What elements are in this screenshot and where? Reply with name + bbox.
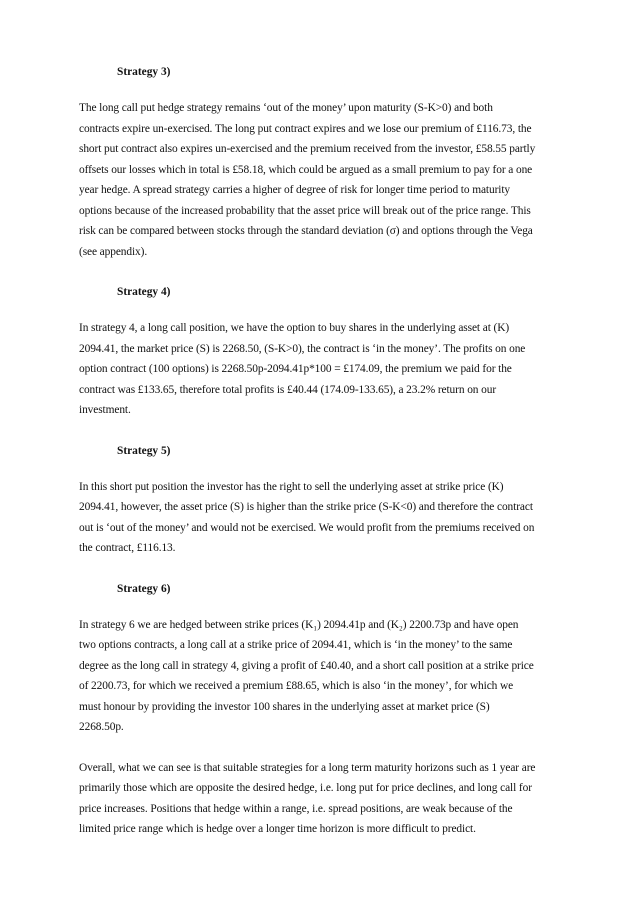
- paragraph-line: option contract (100 options) is 2268.50p-2094.41p*100 = £174.09, the premium we paid for the: [79, 363, 512, 375]
- paragraph-line: the contract, £116.13.: [79, 542, 176, 554]
- section-paragraph: [79, 98, 561, 262]
- paragraph-line: 2268.50p.: [79, 721, 124, 733]
- paragraph-line: year hedge. A spread strategy carries a higher of degree of risk for longer time period to maturity: [79, 184, 511, 196]
- section-paragraph: [79, 615, 561, 738]
- paragraph-line: short put contract also expires un-exercised and the premium received from the investor, £58.55 partly: [79, 143, 536, 155]
- section-conclusion: [79, 758, 561, 840]
- section-strategy-4: [79, 282, 561, 441]
- section-heading: Strategy 5): [117, 444, 171, 457]
- paragraph-line: In strategy 6 we are hedged between strike prices (K₁) 2094.41p and (K₂) 2200.73p and have open: [79, 618, 519, 631]
- paragraph-line: out is ‘out of the money’ and would not be exercised. We would profit from the premiums received on: [79, 521, 535, 534]
- paragraph-line: limited price range which is hedge over a longer time horizon is more difficult to predict.: [79, 823, 476, 835]
- paragraph-line: two options contracts, a long call at a strike price of 2094.41, which is ‘in the money’ to the same: [79, 639, 513, 651]
- section-strategy-3: [79, 62, 561, 282]
- conclusion-paragraph: [79, 758, 561, 840]
- document-page: [79, 62, 561, 840]
- paragraph-line: (see appendix).: [79, 245, 148, 258]
- paragraph-line: degree as the long call in strategy 4, giving a profit of £40.40, and a short call position at a strike price: [79, 659, 534, 672]
- paragraph-line: price increases. Positions that hedge within a range, i.e. spread positions, are weak because of the: [79, 802, 513, 815]
- paragraph-line: Overall, what we can see is that suitable strategies for a long term maturity horizons such as 1 year are: [79, 761, 536, 774]
- section-strategy-5: [79, 441, 561, 579]
- section-paragraph: [79, 318, 561, 421]
- paragraph-line: must honour by providing the investor 100 shares in the underlying asset at market price (S): [79, 700, 490, 713]
- paragraph-line: options because of the increased probability that the asset price will break out of the price range. This: [79, 204, 531, 217]
- section-heading: Strategy 3): [117, 66, 171, 78]
- paragraph-line: offsets our losses which in total is £58.18, which could be argued as a small premium to pay for a one: [79, 163, 533, 176]
- paragraph-line: contract was £133.65, therefore total profits is £40.44 (174.09-133.65), a 23.2% return on our: [79, 383, 497, 396]
- paragraph-line: In strategy 4, a long call position, we have the option to buy shares in the underlying asset at (K): [79, 322, 510, 334]
- paragraph-line: investment.: [79, 404, 131, 416]
- paragraph-line: contracts expire un-exercised. The long put contract expires and we lose our premium of £116.73, the: [79, 122, 532, 135]
- paragraph-line: of 2200.73, for which we received a premium £88.65, which is also ‘in the money’, for which we: [79, 680, 514, 692]
- paragraph-line: primarily those which are opposite the desired hedge, i.e. long put for price declines, and long call for: [79, 782, 532, 794]
- paragraph-line: 2094.41, the market price (S) is 2268.50, (S-K>0), the contract is ‘in the money’. The profits on one: [79, 342, 526, 355]
- section-heading: Strategy 6): [117, 582, 171, 595]
- paragraph-line: The long call put hedge strategy remains ‘out of the money’ upon maturity (S-K>0) and both: [79, 102, 493, 114]
- paragraph-line: risk can be compared between stocks through the standard deviation (σ) and options through the Vega: [79, 225, 533, 237]
- section-paragraph: [79, 477, 561, 559]
- paragraph-line: In this short put position the investor has the right to sell the underlying asset at strike price (K): [79, 480, 504, 493]
- paragraph-line: 2094.41, however, the asset price (S) is higher than the strike price (S-K<0) and therefore the contract: [79, 501, 533, 513]
- section-strategy-6: [79, 579, 561, 758]
- section-heading: Strategy 4): [117, 286, 171, 298]
